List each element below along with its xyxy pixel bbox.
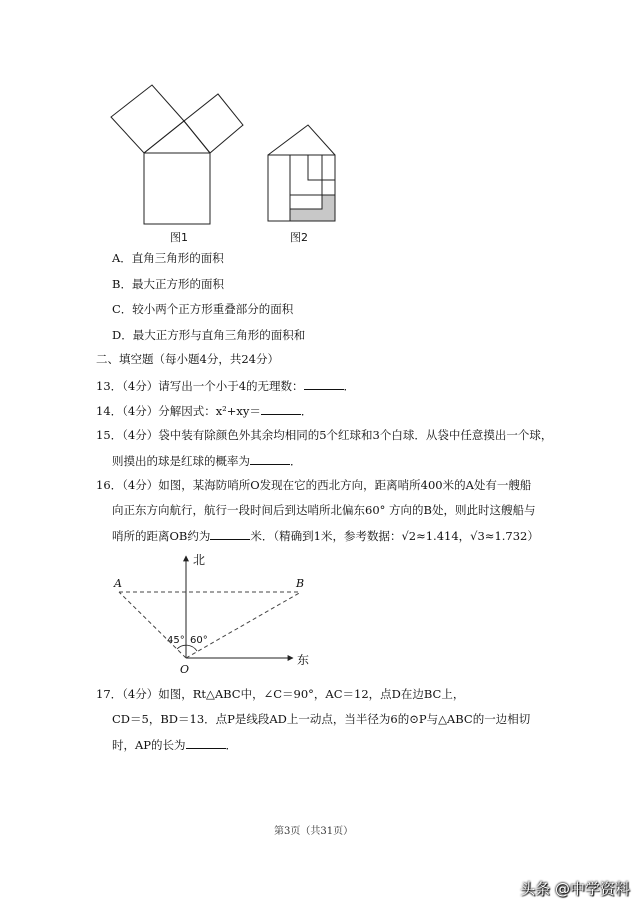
angle-45-label: 45°	[167, 635, 185, 646]
figure-2-rearranged	[260, 118, 350, 228]
question-15-line-2: 则摸出的球是红球的概率为 ．	[112, 454, 302, 468]
page-footer: 第3页（共31页）	[274, 826, 354, 837]
option-c: C．较小两个正方形重叠部分的面积	[112, 302, 294, 316]
left-square	[111, 85, 184, 153]
option-b: B．最大正方形的面积	[112, 277, 224, 291]
watermark: 头条 @中学资料	[520, 880, 630, 898]
question-16-line-1: 16．（4分）如图，某海防哨所O发现在它的西北方向，距离哨所400米的A处有一艘船	[96, 478, 532, 492]
segment-oa	[119, 592, 186, 658]
label-north: 北	[193, 553, 206, 567]
figure-1-label: 图1	[170, 231, 188, 244]
answer-blank[interactable]	[304, 377, 344, 390]
option-d: D．最大正方形与直角三角形的面积和	[112, 328, 306, 342]
question-13: 13．（4分）请写出一个小于4的无理数： ．	[96, 379, 356, 393]
question-15-line-1: 15．（4分）袋中装有除颜色外其余均相同的5个红球和3个白球．从袋中任意摸出一个球，	[96, 428, 553, 442]
section-title: 二、填空题（每小题4分，共24分）	[96, 352, 279, 366]
figure-1-pythagoras	[100, 72, 260, 232]
q16-diagram	[105, 548, 325, 678]
figure-2-label: 图2	[290, 231, 308, 244]
angle-arc	[177, 645, 197, 651]
question-17-line-1: 17．（4分）如图，Rt△ABC中，∠C＝90°，AC＝12，点D在边BC上，	[96, 687, 465, 701]
right-square	[184, 94, 243, 153]
label-b: B	[296, 577, 305, 590]
question-13-text: 13．（4分）请写出一个小于4的无理数：	[96, 379, 304, 393]
answer-blank[interactable]	[250, 452, 290, 465]
question-17-line-2: CD＝5，BD＝13．点P是线段AD上一动点，当半径为6的⊙P与△ABC的一边相切	[112, 712, 531, 726]
right-triangle	[144, 121, 210, 153]
question-16-line-2: 向正东方向航行，航行一段时间后到达哨所北偏东60° 方向的B处，则此时这艘船与	[112, 503, 536, 517]
question-17-line-3: 时，AP的长为 ．	[112, 738, 238, 752]
question-14-text: 14．（4分）分解因式：x²+xy＝	[96, 404, 261, 418]
answer-blank[interactable]	[186, 736, 226, 749]
option-a: A．直角三角形的面积	[112, 251, 224, 265]
inner-square-a	[290, 155, 322, 195]
label-a: A	[114, 577, 122, 590]
question-16-line-3: 哨所的距离OB约为 米．（精确到1米，参考数据：√2≈1.414，√3≈1.732）	[112, 529, 539, 543]
large-square	[144, 153, 210, 224]
question-14: 14．（4分）分解因式：x²+xy＝ ．	[96, 404, 313, 418]
roof-triangle	[268, 125, 335, 155]
answer-blank[interactable]	[210, 527, 250, 540]
label-east: 东	[297, 653, 310, 667]
label-o: O	[180, 663, 190, 676]
answer-blank[interactable]	[261, 402, 301, 415]
segment-ob	[186, 592, 301, 658]
angle-60-label: 60°	[190, 635, 208, 646]
